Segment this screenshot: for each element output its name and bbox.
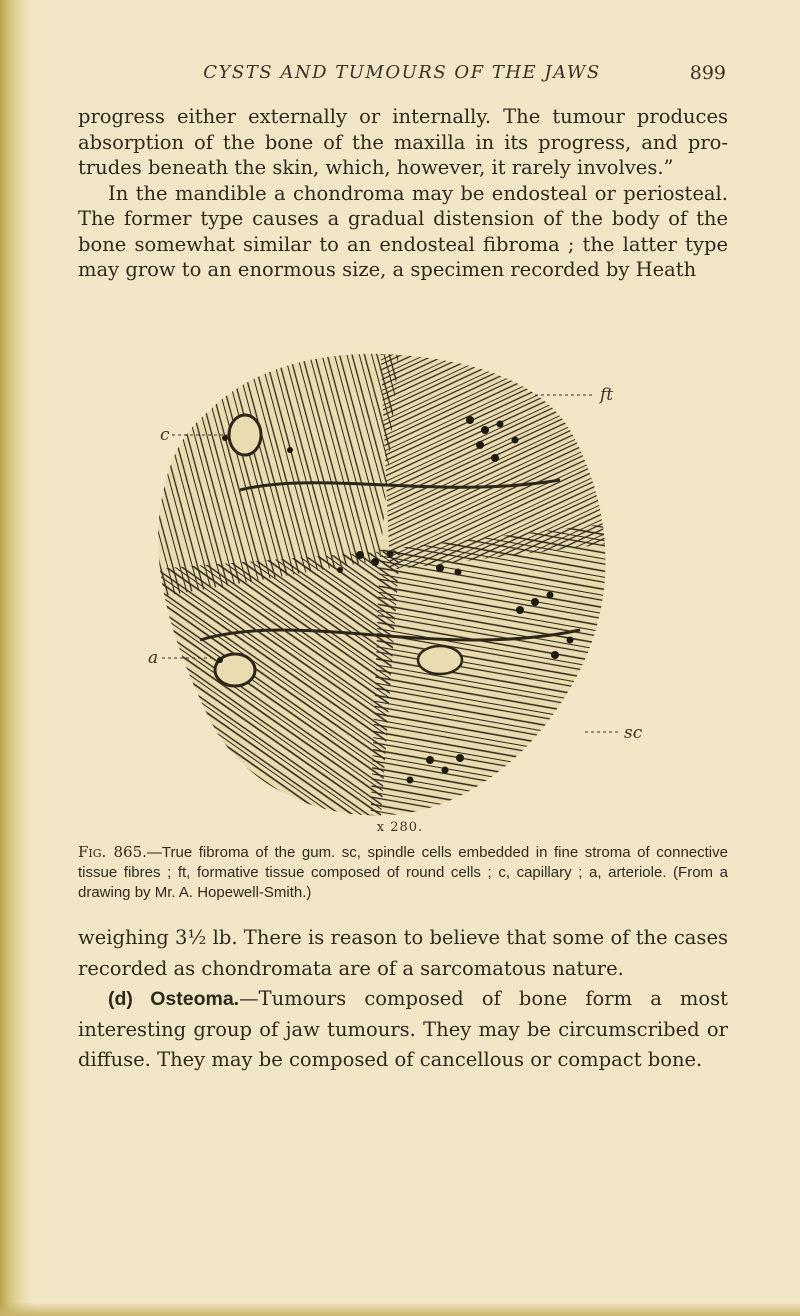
paragraph-mandible: In the mandible a chondroma may be endosteal or periosteal. The former type causes a gradual distension of the body of the bone somewhat similar to an endosteal fibroma ; the latter type may grow to an enormous size, a specimen recorded by Heath (78, 181, 728, 281)
label-sc: sc (624, 723, 643, 743)
osteoma-text: —Tumours composed of bone form a most interesting group of jaw tumours. They may be circumscribed or diffuse. They may be composed of cancellous or compact bone. (78, 987, 728, 1071)
paragraph-continued: progress either externally or internally. The tumour produces absorption of the bone of the maxilla in its progress, and protrudes beneath the skin, which, however, it rarely involves.” (78, 105, 728, 179)
histology-illustration (140, 340, 643, 830)
label-ft: ft (600, 385, 614, 405)
section-heading-osteoma: (d) Osteoma. (108, 988, 240, 1010)
bottom-text-block (78, 923, 728, 1076)
page-binding-edge (0, 0, 34, 1316)
label-c: c (160, 425, 170, 445)
label-a: a (148, 648, 159, 668)
running-title: CYSTS AND TUMOURS OF THE JAWS (203, 62, 601, 83)
figure-865 (140, 340, 643, 830)
page-number: 899 (689, 62, 726, 84)
caption-figure-number: Fig. 865. (78, 843, 147, 861)
top-text-block (78, 104, 728, 283)
magnification-label: x 280. (376, 820, 424, 835)
caption-text: —True fibroma of the gum. sc, spindle cells embedded in fine stroma of connective tissue fibres ; ft, formative tissue composed of round cells ; c, capillary ; a, arteriole. (From a drawing by Mr. A. Hopewell-Smith.) (78, 844, 728, 901)
paragraph-osteoma (78, 984, 728, 1076)
page-bottom-edge (0, 1302, 800, 1316)
paragraph-weighing: weighing 3½ lb. There is reason to believe that some of the cases recorded as chondromata are of a sarcomatous nature. (78, 926, 728, 980)
tissue-section (140, 340, 640, 830)
figure-caption (78, 842, 728, 903)
running-head (78, 62, 726, 86)
